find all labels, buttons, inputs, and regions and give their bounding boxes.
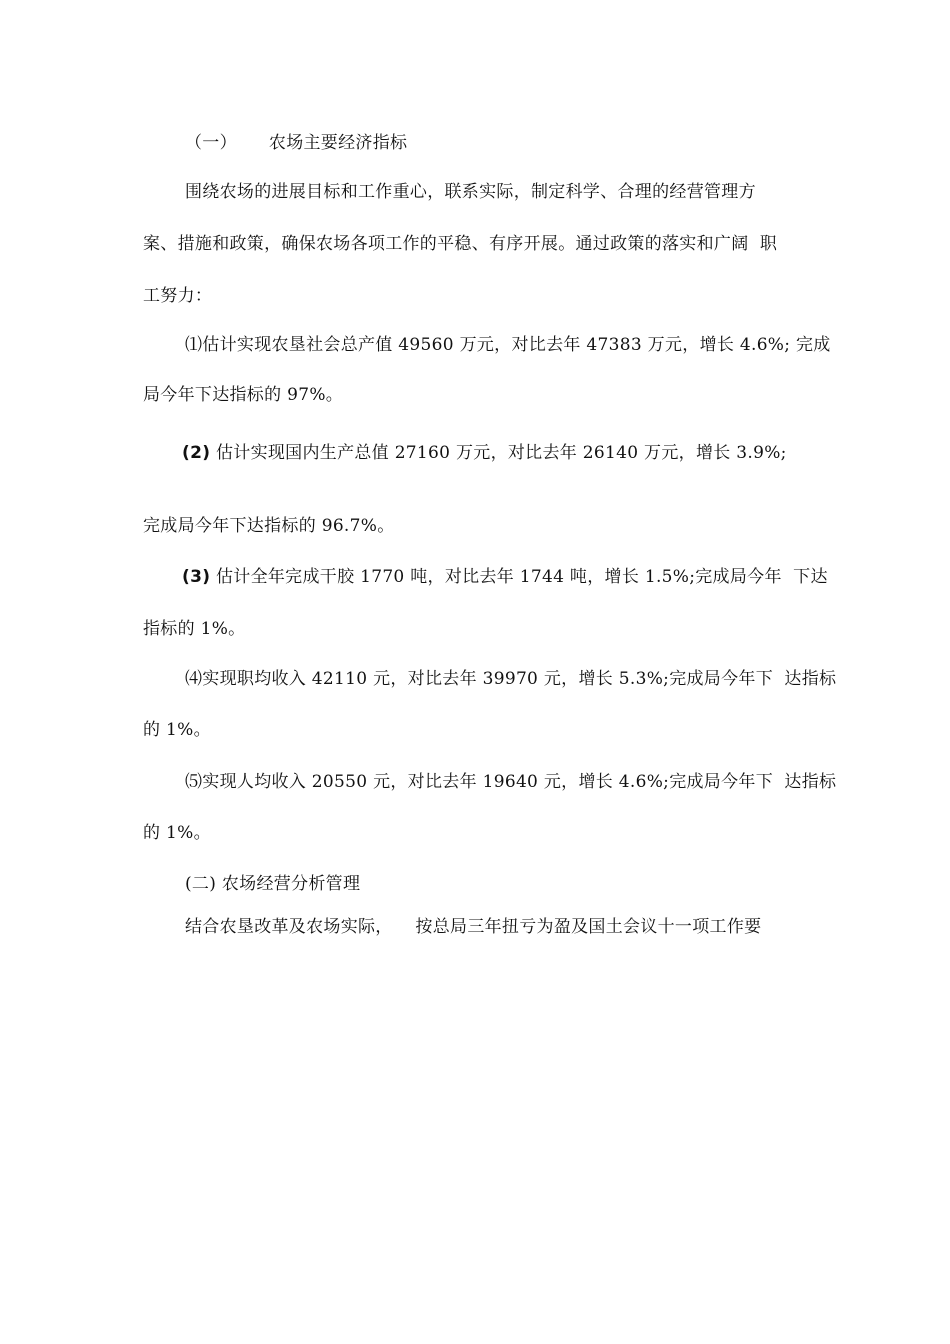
intro-line-2: 案、措施和政策，确保农场各项工作的平稳、有序开展。通过政策的落实和广阔 职	[143, 234, 778, 254]
section2-heading: (二) 农场经营分析管理	[185, 874, 361, 894]
item4-line-1: ⑷实现职均收入 42110 元，对比去年 39970 元，增长 5.3%;完成局今年下 达指标	[185, 669, 837, 689]
item2-marker: (2)	[182, 443, 211, 463]
item1-line-1: ⑴估计实现农垦社会总产值 49560 万元，对比去年 47383 万元，增长 4.6%; 完成	[185, 335, 831, 355]
section1-number: （一）	[185, 133, 237, 153]
item5-line-1: ⑸实现人均收入 20550 元，对比去年 19640 元，增长 4.6%;完成局今年下 达指标	[185, 772, 837, 792]
item2-line-1	[182, 441, 787, 465]
closing-line-1: 结合农垦改革及农场实际， 按总局三年扭亏为盈及国土会议十一项工作要	[185, 917, 762, 937]
item2-line-2: 完成局今年下达指标的 96.7%。	[143, 516, 395, 536]
item4-line-2: 的 1%。	[143, 720, 211, 740]
intro-line-3: 工努力：	[143, 286, 213, 306]
intro-line-1: 围绕农场的进展目标和工作重心，联系实际，制定科学、合理的经营管理方	[185, 182, 756, 202]
item2-text: 估计实现国内生产总值 27160 万元，对比去年 26140 万元，增长 3.9%;	[210, 443, 787, 463]
item5-line-2: 的 1%。	[143, 823, 211, 843]
section1-title: 农场主要经济指标	[268, 133, 408, 153]
section1-heading	[185, 131, 407, 155]
item3-text: 估计全年完成干胶 1770 吨，对比去年 1744 吨，增长 1.5%;完成局今年 下达	[210, 567, 828, 587]
item3-line-2: 指标的 1%。	[143, 619, 246, 639]
item1-line-2: 局今年下达指标的 97%。	[143, 385, 344, 405]
item3-marker: (3)	[182, 567, 211, 587]
item3-line-1	[182, 565, 828, 589]
